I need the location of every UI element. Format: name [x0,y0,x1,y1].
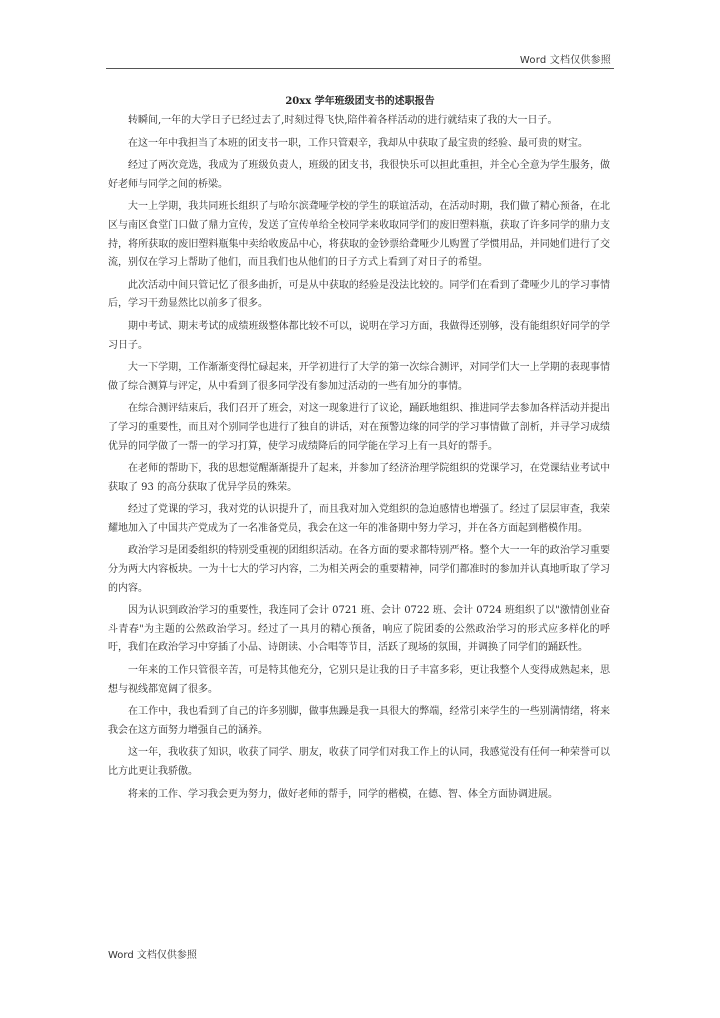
document-body [108,112,610,808]
paragraph-15: 这一年，我收获了知识，收获了同学、朋友，收获了同学们对我工作上的认同，我感觉没有任何一种荣誉可以比方此更让我骄傲。 [108,747,610,777]
paragraph-13: 一年来的工作只管很辛苦，可是特其他充分，它别只是让我的日子丰富多彩，更让我整个人变得成熟起来，思想与视线都宽阔了很多。 [108,665,610,695]
paragraph-5: 此次活动中间只管记忆了很多曲折，可是从中获取的经验是没法比较的。同学们在看到了聋哑少儿的学习事情后，学习干劲显然比以前多了很多。 [108,279,610,310]
paragraph-2: 在这一年中我担当了本班的团支书一职，工作只管艰辛，我却从中获取了最宝贵的经验、最可贵的财宝。 [128,137,588,149]
footer-label: Word 文档仅供参照 [108,950,197,961]
paragraph-14: 在工作中，我也看到了自己的许多别脚，做事焦躁是我一具很大的弊端，经常引来学生的一些别满情绪，将来我会在这方面努力增强自己的涵养。 [108,706,610,736]
paragraph-7: 大一下学期，工作渐渐变得忙碌起来，开学初进行了大学的第一次综合测评，对同学们大一上学期的表现事情做了综合测算与评定，从中看到了很多同学没有参加过活动的一些有加分的事情。 [108,362,610,392]
document-title: 20xx 学年班级团支书的述职报告 [285,96,435,107]
paragraph-3: 经过了两次竞选，我成为了班级负责人，班级的团支书，我很快乐可以担此重担，并全心全意为学生服务，做好老师与同学之间的桥梁。 [108,160,610,190]
paragraph-16: 将来的工作、学习我会更为努力，做好老师的帮手，同学的楷模，在德、智、体全方面协调进展。 [128,788,558,800]
paragraph-8: 在综合测评结束后，我们召开了班会，对这一现象进行了议论，踊跃地组织、推进同学去参加各样活动并提出了学习的重要性，而且对个别同学也进行了独自的讲话，对在预警边缘的同学的学习事情做了剖析，并寻学习成绩优异的同学做了一帮一的学习打算，使学习成绩降后的同学能在学习上有一具好的帮手。 [108,403,610,452]
paragraph-4: 大一上学期，我共同班长组织了与哈尔滨聋哑学校的学生的联谊活动，在活动时期，我们做了精心预备，在北区与南区食堂门口做了鼎力宣传，发送了宣传单给全校同学来收取同学们的废旧塑料瓶，获取了许多同学的鼎力支持，将所获取的废旧塑料瓶集中卖给收废品中心，将获取的金钞票给聋哑少儿购置了学惯用品，并同她们进行了交流，别仅在学习上帮助了他们，而且我们也从他们的日子方式上看到了对日子的希望。 [108,201,610,269]
paragraph-9: 在老师的帮助下，我的思想觉醒渐渐提升了起来，并参加了经济治理学院组织的党课学习，在党课结业考试中获取了 93 的高分获取了优异学员的殊荣。 [108,463,610,493]
paragraph-12: 因为认识到政治学习的重要性，我连同了会计 0721 班、会计 0722 班、会计 0724 班组织了以"激情创业奋斗青春"为主题的公然政治学习。经过了一具月的精心预备，响应了院团委的公然政治学习的形式应多样化的呼吁，我们在政治学习中穿插了小品、诗朗读、小合唱等节目，活跃了现场的氛围，并调换了同学们的踊跃性。 [108,605,610,654]
paragraph-11: 政治学习是团委组织的特别受重视的团组织活动。在各方面的要求都特别严格。整个大一一年的政治学习重要分为两大内容板块。一为十七大的学习内容，二为相关两会的重要精神，同学们都准时的参加并认真地听取了学习的内容。 [108,545,610,594]
header-label: Word 文档仅供参照 [519,55,611,66]
header-divider [106,68,614,69]
paragraph-10: 经过了党课的学习，我对党的认识提升了，而且我对加入党组织的急迫感情也增强了。经过了层层审查，我荣耀地加入了中国共产党成为了一名准备党员，我会在这一年的准备期中努力学习，并在各方面起到楷模作用。 [108,504,610,534]
paragraph-6: 期中考试、期末考试的成绩班级整体都比较不可以，说明在学习方面，我做得还别够，没有能组织好同学的学习日子。 [108,320,610,351]
paragraph-1: 转瞬间,一年的大学日子已经过去了,时刻过得飞快,陪伴着各样活动的进行就结束了我的大一日子。 [128,115,558,126]
